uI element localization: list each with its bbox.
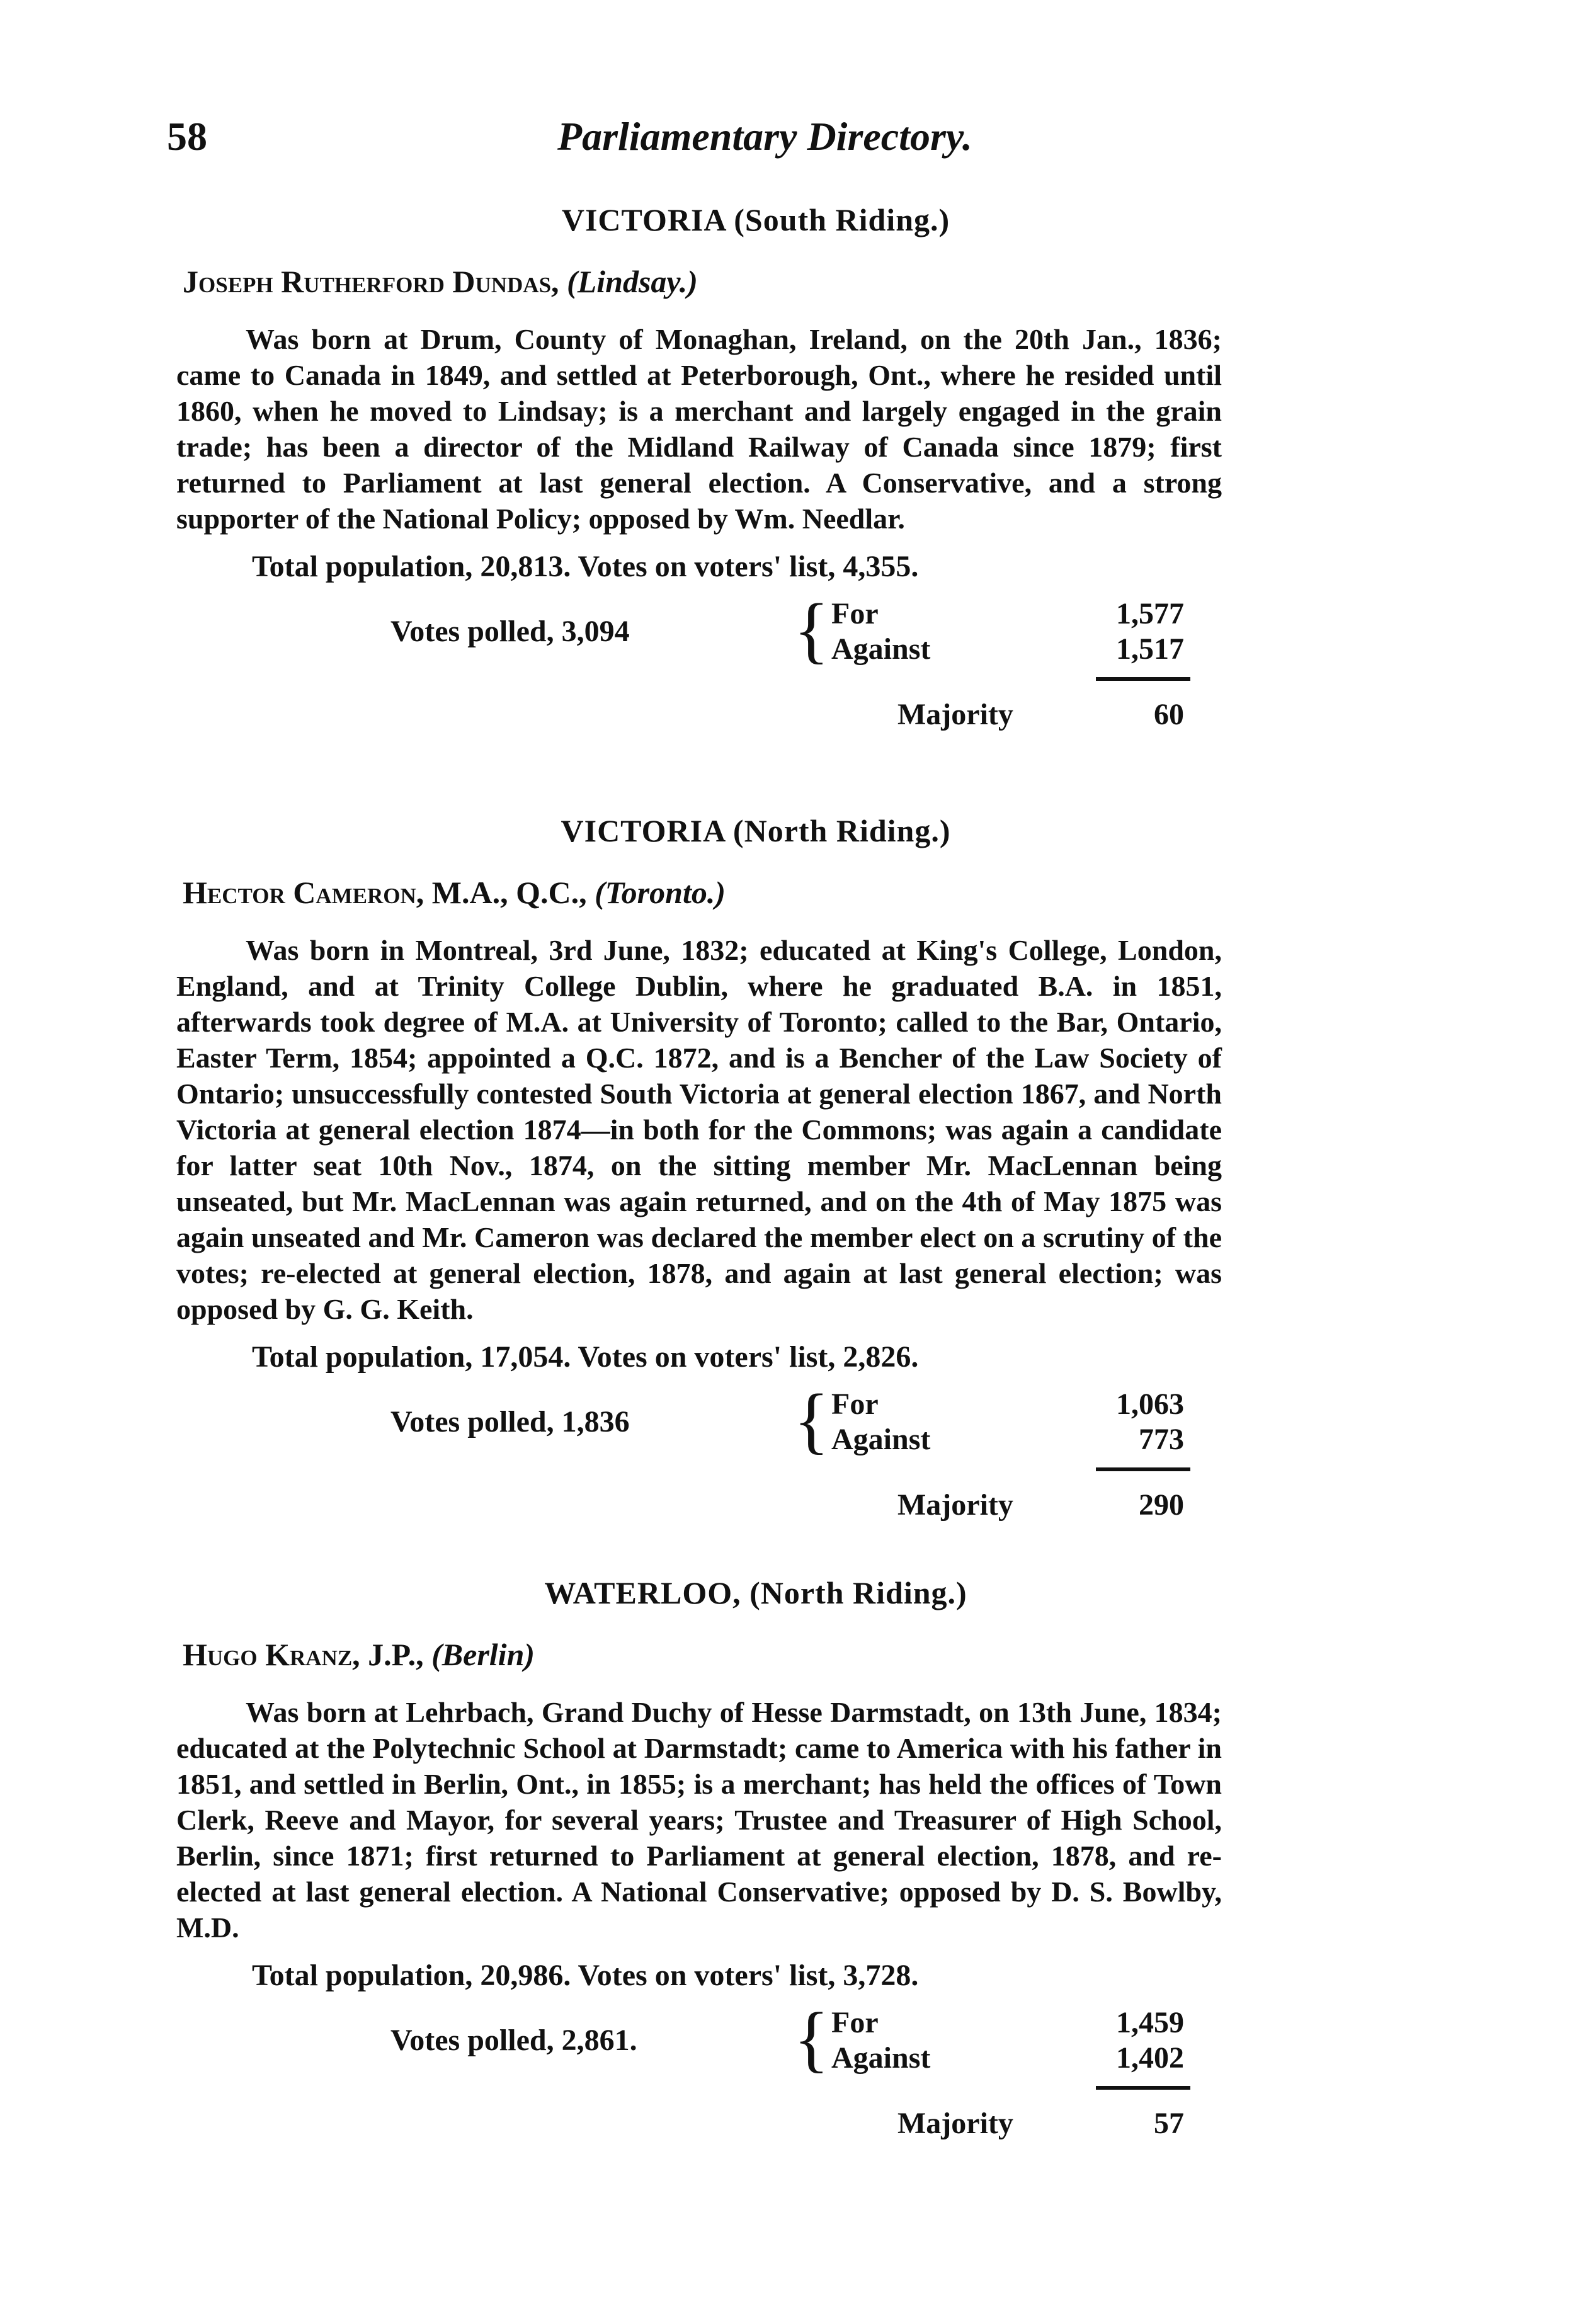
riding-heading: VICTORIA (South Riding.) (561, 202, 950, 237)
for-label: For (831, 1387, 879, 1421)
sum-rule (1096, 1467, 1190, 1471)
brace-glyph: { (794, 1379, 829, 1461)
member-name (183, 263, 1222, 300)
sum-rule (1096, 677, 1190, 681)
against-value: 1,517 (1116, 632, 1184, 666)
for-value: 1,459 (1116, 2006, 1184, 2039)
votes-polled: Votes polled, 3,094 (390, 615, 630, 648)
member-biography: Was born in Montreal, 3rd June, 1832; educated at King's College, London, England, and at Trinity College Dublin, where he graduated B.A. in 1851, afterwards took degree of M.A. at University of Toronto; called to the Bar, Ontario, Easter Term, 1854; appointed a Q.C. 1872, and is a Bencher of the Law Society of Ontario; unsuccessfully contested South Victoria at general election 1867, and North Victoria at general election 1874—in both for the Commons; was again a candidate for latter seat 10th Nov., 1874, on the sitting member Mr. MacLennan being unseated, but Mr. MacLennan was again returned, and on the 4th of May 1875 was again unseated and Mr. Cameron was declared the member elect on a scrutiny of the votes; re-elected at general election, 1878, and again at last general election; was opposed by G. G. Keith. (176, 934, 1222, 1325)
riding-heading: VICTORIA (North Riding.) (561, 813, 951, 848)
entry-waterloo-north (176, 1575, 1222, 2144)
majority-value: 60 (1154, 698, 1184, 731)
member-residence: (Berlin) (431, 1637, 535, 1672)
running-title: Parliamentary Directory. (557, 114, 972, 159)
brace-glyph: { (794, 588, 829, 671)
votes-table (176, 1997, 1222, 2144)
member-name-text: Hugo Kranz, J.P., (183, 1637, 424, 1672)
population-line: Total population, 20,813. Votes on voters' list, 4,355. (252, 550, 919, 583)
for-value: 1,577 (1116, 597, 1184, 630)
majority-value: 290 (1139, 1488, 1184, 1522)
majority-label: Majority (897, 698, 1013, 731)
member-biography: Was born at Lehrbach, Grand Duchy of Hesse Darmstadt, on 13th June, 1834; educated at the Polytechnic School at Darmstadt; came to America with his father in 1851, and settled in Berlin, Ont., in 1855; is a merchant; has held the offices of Town Clerk, Reeve and Mayor, for several years; Trustee and Treasurer of High School, Berlin, since 1871; first returned to Parliament at general election, 1878, and re-elected at last general election. A National Conservative; opposed by D. S. Bowlby, M.D. (176, 1696, 1222, 1944)
for-label: For (831, 2006, 879, 2039)
population-line: Total population, 20,986. Votes on voters' list, 3,728. (252, 1959, 919, 1992)
riding-heading: WATERLOO, (North Riding.) (544, 1575, 967, 1610)
votes-table (176, 588, 1222, 735)
entry-victoria-north (176, 812, 1222, 1525)
majority-label: Majority (897, 1488, 1013, 1522)
member-residence: (Toronto.) (595, 875, 726, 910)
majority-value: 57 (1154, 2107, 1184, 2140)
member-name (183, 874, 1222, 911)
population-line: Total population, 17,054. Votes on voters' list, 2,826. (252, 1340, 919, 1374)
page-header (167, 113, 1219, 164)
member-name-text: Joseph Rutherford Dundas, (183, 264, 559, 299)
votes-polled: Votes polled, 1,836 (390, 1405, 630, 1438)
against-value: 1,402 (1116, 2041, 1184, 2075)
majority-label: Majority (897, 2107, 1013, 2140)
member-name (183, 1636, 1222, 1673)
entry-victoria-south (176, 202, 1222, 735)
member-residence: (Lindsay.) (567, 264, 698, 299)
sum-rule (1096, 2086, 1190, 2090)
against-label: Against (831, 2041, 931, 2075)
for-label: For (831, 597, 879, 630)
against-value: 773 (1139, 1423, 1184, 1456)
against-label: Against (831, 632, 931, 666)
page-number: 58 (167, 114, 207, 159)
member-name-text: Hector Cameron, M.A., Q.C., (183, 875, 587, 910)
brace-glyph: { (794, 1997, 829, 2080)
member-biography: Was born at Drum, County of Monaghan, Ireland, on the 20th Jan., 1836; came to Canada in 1849, and settled at Peterborough, Ont., where he resided until 1860, when he moved to Lindsay; is a merchant and largely engaged in the grain trade; has been a director of the Midland Railway of Canada since 1879; first returned to Parliament at last general election. A Conservative, and a strong supporter of the National Policy; opposed by Wm. Needlar. (176, 323, 1222, 535)
votes-polled: Votes polled, 2,861. (390, 2024, 637, 2057)
against-label: Against (831, 1423, 931, 1456)
for-value: 1,063 (1116, 1387, 1184, 1421)
votes-table (176, 1379, 1222, 1525)
